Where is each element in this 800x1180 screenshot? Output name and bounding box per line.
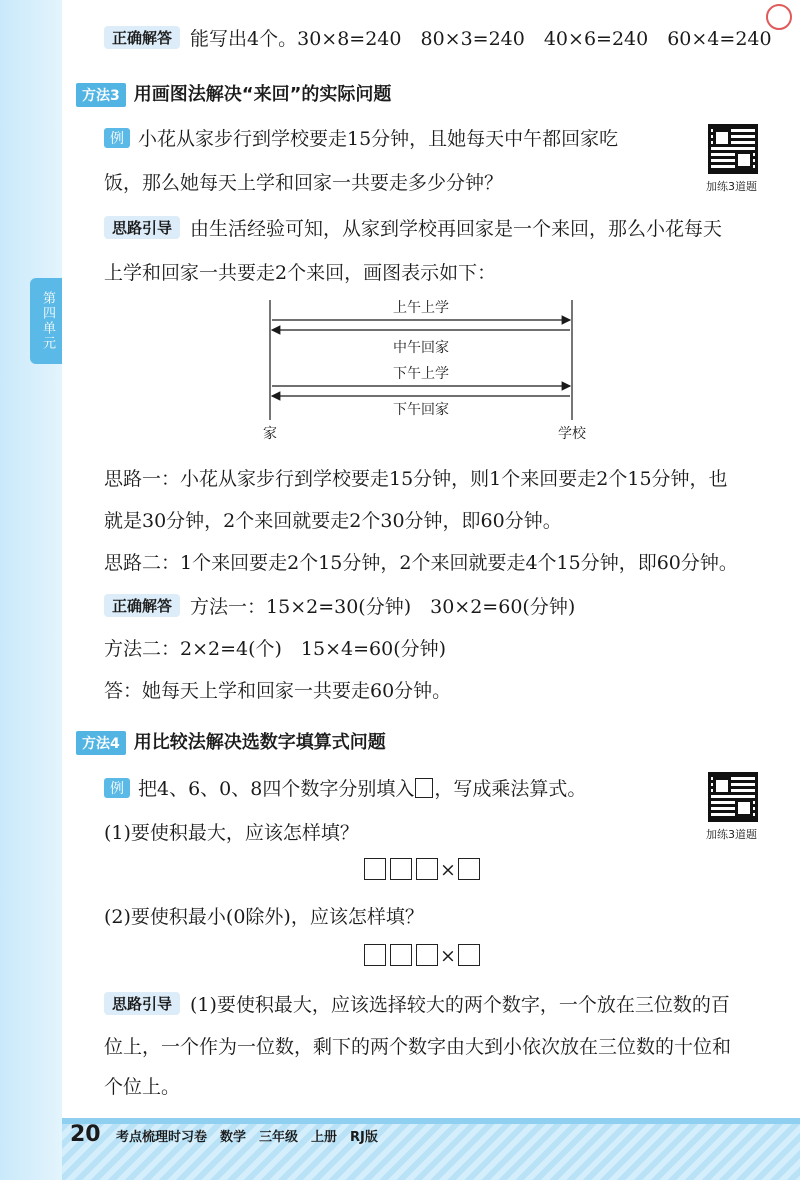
idea1-line1: 思路一：小花从家步行到学校要走15分钟，则1个来回要走2个15分钟，也 [104,468,728,490]
blank-box-icon[interactable] [390,944,412,966]
method4-guide-line1: 思路引导 (1)要使积最大，应该选择较大的两个数字，一个放在三位数的百 [104,990,730,1017]
qr-label: 加练3道题 [706,828,757,841]
idea1-line2: 就是30分钟，2个来回就要走2个30分钟，即60分钟。 [104,510,562,532]
method3-example-line2: 饭，那么她每天上学和回家一共要走多少分钟？ [104,172,504,194]
guide-tag: 思路引导 [104,992,180,1015]
diagram-label-4: 下午回家 [393,402,449,418]
top-answer-text: 能写出4个。30×8=240 80×3=240 40×6=240 60×4=240 [190,28,772,50]
round-trip-diagram [260,292,590,442]
method4-badge: 方法4 [76,731,126,755]
method4-title: 用比较法解决选数字填算式问题 [133,732,386,753]
diagram-label-1: 上午上学 [393,300,449,316]
method3-guide-line2: 上学和回家一共要走2个来回，画图表示如下： [104,262,497,284]
method3-title: 用画图法解决“来回”的实际问题 [133,84,392,105]
method4-heading [76,728,386,755]
blank-box-icon [415,778,433,798]
answer-tag: 正确解答 [104,594,180,617]
blank-box-icon[interactable] [416,944,438,966]
answer-tag: 正确解答 [104,26,180,49]
method4-q1-formula [362,858,482,881]
top-answer [104,24,772,51]
blank-box-icon[interactable] [390,858,412,880]
example-icon: 例 [104,778,130,798]
idea2-line: 思路二：1个来回要走2个15分钟，2个来回就要走4个15分钟，即60分钟。 [104,552,738,574]
diagram-school-label: 学校 [558,426,586,442]
times-sign: × [440,859,456,881]
method4-example: 例 把4、6、0、8四个数字分别填入 ，写成乘法算式。 [104,774,586,801]
method4-q1: (1)要使积最大，应该怎样填？ [104,822,359,844]
blank-box-icon[interactable] [364,858,386,880]
guide-tag: 思路引导 [104,216,180,239]
method3-answer-line3: 答：她每天上学和回家一共要走60分钟。 [104,680,452,702]
method4-q2: (2)要使积最小(0除外)，应该怎样填？ [104,906,424,928]
times-sign: × [440,945,456,967]
method3-answer-line1: 正确解答 方法一：15×2=30(分钟) 30×2=60(分钟) [104,592,575,619]
qr-code-icon[interactable] [708,124,758,174]
blank-box-icon[interactable] [458,944,480,966]
method3-guide-line1: 思路引导 由生活经验可知，从家到学校再回家是一个来回，那么小花每天 [104,214,722,241]
method3-badge: 方法3 [76,83,126,107]
method4-guide-line2: 位上，一个作为一位数，剩下的两个数字由大到小依次放在三位数的十位和 [104,1036,732,1058]
diagram-label-2: 中午回家 [393,340,449,356]
blank-box-icon[interactable] [458,858,480,880]
method4-q2-formula [362,944,482,967]
page-number: 20 [70,1122,101,1147]
example-icon: 例 [104,128,130,148]
blank-box-icon[interactable] [364,944,386,966]
qr-code-icon[interactable] [708,772,758,822]
blank-box-icon[interactable] [416,858,438,880]
footer-text: 考点梳理时习卷 数学 三年级 上册 RJ版 [116,1130,378,1145]
diagram-home-label: 家 [263,426,277,442]
method3-heading [76,80,391,107]
left-margin-stripe [0,0,62,1180]
method3-answer-line2: 方法二：2×2=4(个) 15×4=60(分钟) [104,638,447,660]
qr-label: 加练3道题 [706,180,757,193]
diagram-label-3: 下午上学 [393,366,449,382]
method4-guide-line3: 个位上。 [104,1076,181,1098]
method3-example-line1: 例 小花从家步行到学校要走15分钟，且她每天中午都回家吃 [104,124,618,151]
unit-tab: 第四单元 [30,278,64,364]
